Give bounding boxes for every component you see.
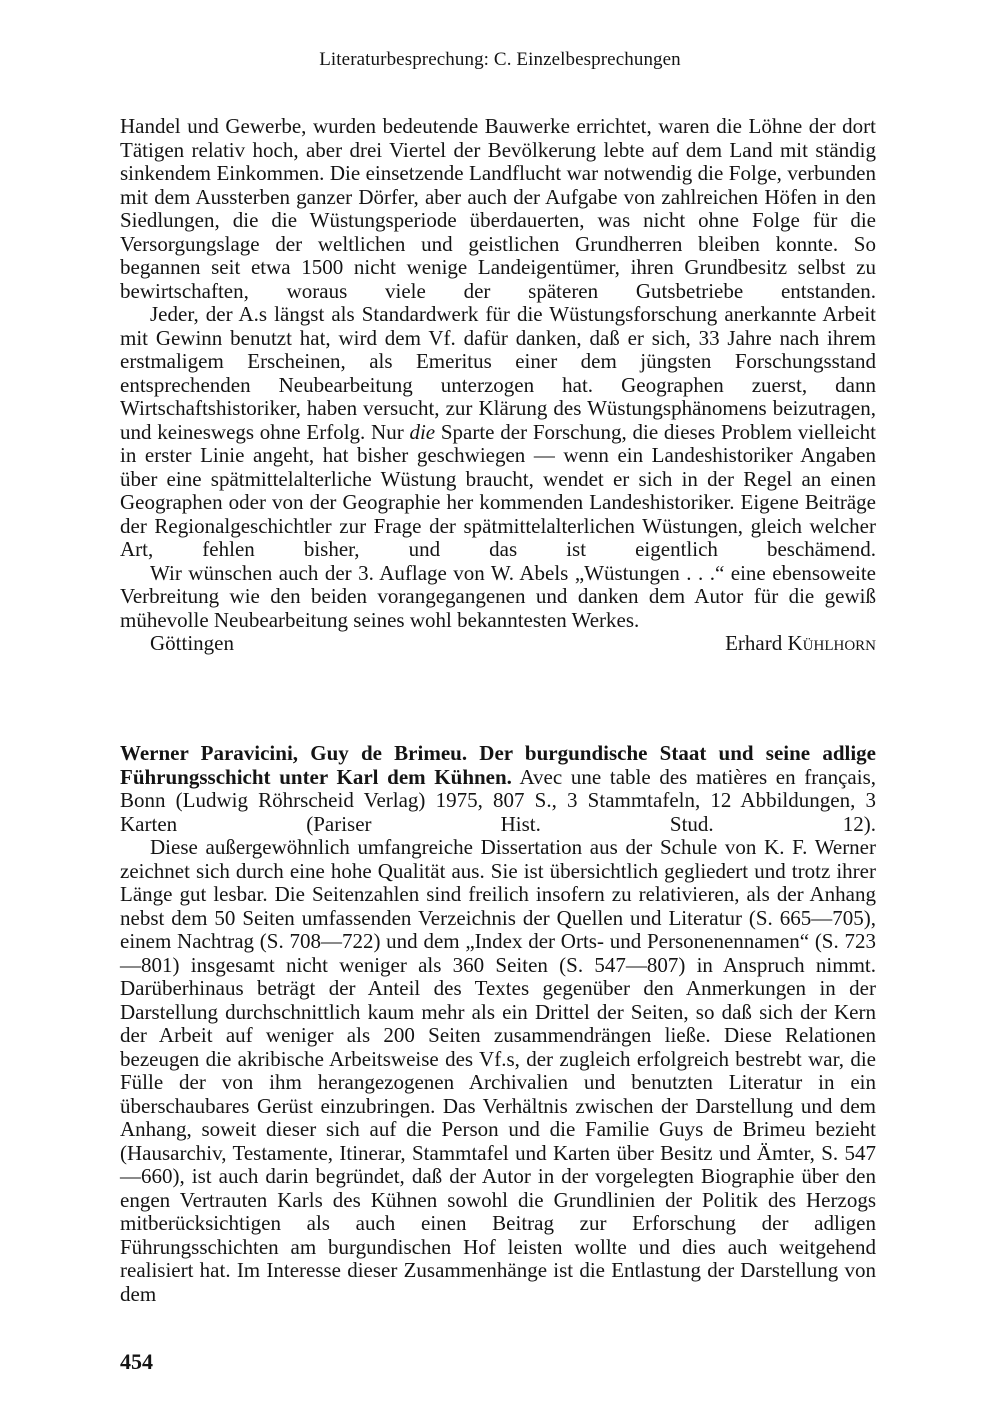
reviewer-name: Erhard Kühlhorn [725, 631, 876, 655]
paragraph: Jeder, der A.s längst als Standardwerk für die Wüstungsforschung anerkannte Arbeit mit Gewinn benutzt hat, wird dem Vf. dafür danken, daß er sich, 33 Jahre nach ihrem erstmaligem Erscheinen, als Emeritus einer dem jüngsten Forschungsstand entsprechenden Neubearbeitung unterzogen hat. Geographen zuerst, dann Wirtschaftshistoriker, haben versucht, zur Klärung des Wüstungsphänomens beizutragen, und keineswegs ohne Erfolg. Nur die Sparte der Forschung, die dieses Problem vielleicht in erster Linie angeht, hat bisher geschwiegen — wenn ein Landeshistoriker Angaben über eine spätmittelalterliche Wüstung braucht, wendet er sich in der Regel an einen Geographen oder von der Geographie her kommenden Landeshistoriker. Eigene Beiträge der Regionalgeschichtler zur Frage der spätmittelalterlichen Wüstungen, gleich welcher Art, fehlen bisher, und das ist eigentlich beschämend. [120, 302, 877, 561]
review-paravicini [120, 742, 876, 1306]
citation [120, 742, 876, 836]
paragraph: Handel und Gewerbe, wurden bedeutende Bauwerke errichtet, waren die Löhne der dort Tätigen relativ hoch, aber drei Viertel der Bevölkerung lebte auf dem Land mit ständig sinkendem Einkommen. Die einsetzende Landflucht war notwendig die Folge, verbunden mit dem Aussterben ganzer Dörfer, aber auch der Aufgabe von zahlreichen Höfen in den Siedlungen, die die Wüstungsperiode überdauerten, was nicht ohne Folge für die Versorgungslage der weltlichen und geistlichen Grundherren bleiben konnte. So begannen seit etwa 1500 nicht wenige Landeigentümer, ihren Grundbesitz selbst zu bewirtschaften, woraus viele der späteren Gutsbetriebe entstanden. [120, 114, 876, 303]
place-name: Göttingen [150, 631, 234, 655]
citation-title: Werner Paravicini, Guy de Brimeu. Der burgundische Staat und seine adlige Führungsschicht unter Karl dem Kühnen. [120, 741, 876, 789]
running-title: Literaturbesprechung: C. Einzelbesprechungen [319, 49, 681, 70]
paragraph: Wir wünschen auch der 3. Auflage von W. Abels „Wüstungen . . .“ eine ebensoweite Verbreitung wie den beiden vorangegangenen und danken dem Autor für die gewiß mühevolle Neubearbeitung seines wohl bekanntesten Werkes. [120, 560, 876, 632]
review-kuehlhorn [120, 115, 876, 656]
signature-line [120, 632, 876, 656]
citation-details: Avec une table des matières en français, Bonn (Ludwig Röhrscheid Verlag) 1975, 807 S., 3 Stammtafeln, 12 Abbildungen, 3 Karten (Pariser Hist. Stud. 12). [120, 764, 876, 836]
page-number: 454 [120, 1349, 153, 1374]
emphasis: die [409, 419, 436, 444]
paragraph: Diese außergewöhnlich umfangreiche Dissertation aus der Schule von K. F. Werner zeichnet sich durch eine hohe Qualität aus. Sie ist übersichtlich gegliedert und trotz ihrer Länge gut lesbar. Die Seitenzahlen sind freilich insofern zu relativieren, als der Anhang nebst dem 50 Seiten umfassenden Verzeichnis der Quellen und Literatur (S. 665—705), einem Nachtrag (S. 708—722) und dem „Index der Orts- und Personenennamen“ (S. 723—801) insgesamt nicht weniger als 360 Seiten (S. 547—807) in Anspruch nimmt. Darüberhinaus beträgt der Anteil des Textes gegenüber den Anmerkungen in der Darstellung durchschnittlich kaum mehr als ein Drittel der Seiten, so daß sich der Kern der Arbeit auf weniger als 200 Seiten zusammendrängen ließe. Diese Relationen bezeugen die akribische Arbeitsweise des Vf.s, der zugleich erfolgreich bestrebt war, die Fülle der von ihm herangezogenen Archivalien und benutzten Literatur in ein überschaubares Gerüst einzubringen. Das Verhältnis zwischen der Darstellung und dem Anhang, soweit dieser sich auf die Person und die Familie Guys de Brimeu bezieht (Hausarchiv, Testamente, Itinerar, Stammtafel und Karten über Besitz und Ämter, S. 547—660), ist auch darin begründet, daß der Autor in der vorgelegten Biographie über den engen Vertrauten Karls des Kühnen sowohl die Grundlinien der Politik des Herzogs mitberücksichtigen als auch einen Beitrag zur Erforschung der adligen Führungsschichten am burgundischen Hof leisten wollte und dies auch weitgehend realisiert hat. Im Interesse dieser Zusammenhänge ist die Entlastung der Darstellung von dem [120, 835, 876, 1306]
